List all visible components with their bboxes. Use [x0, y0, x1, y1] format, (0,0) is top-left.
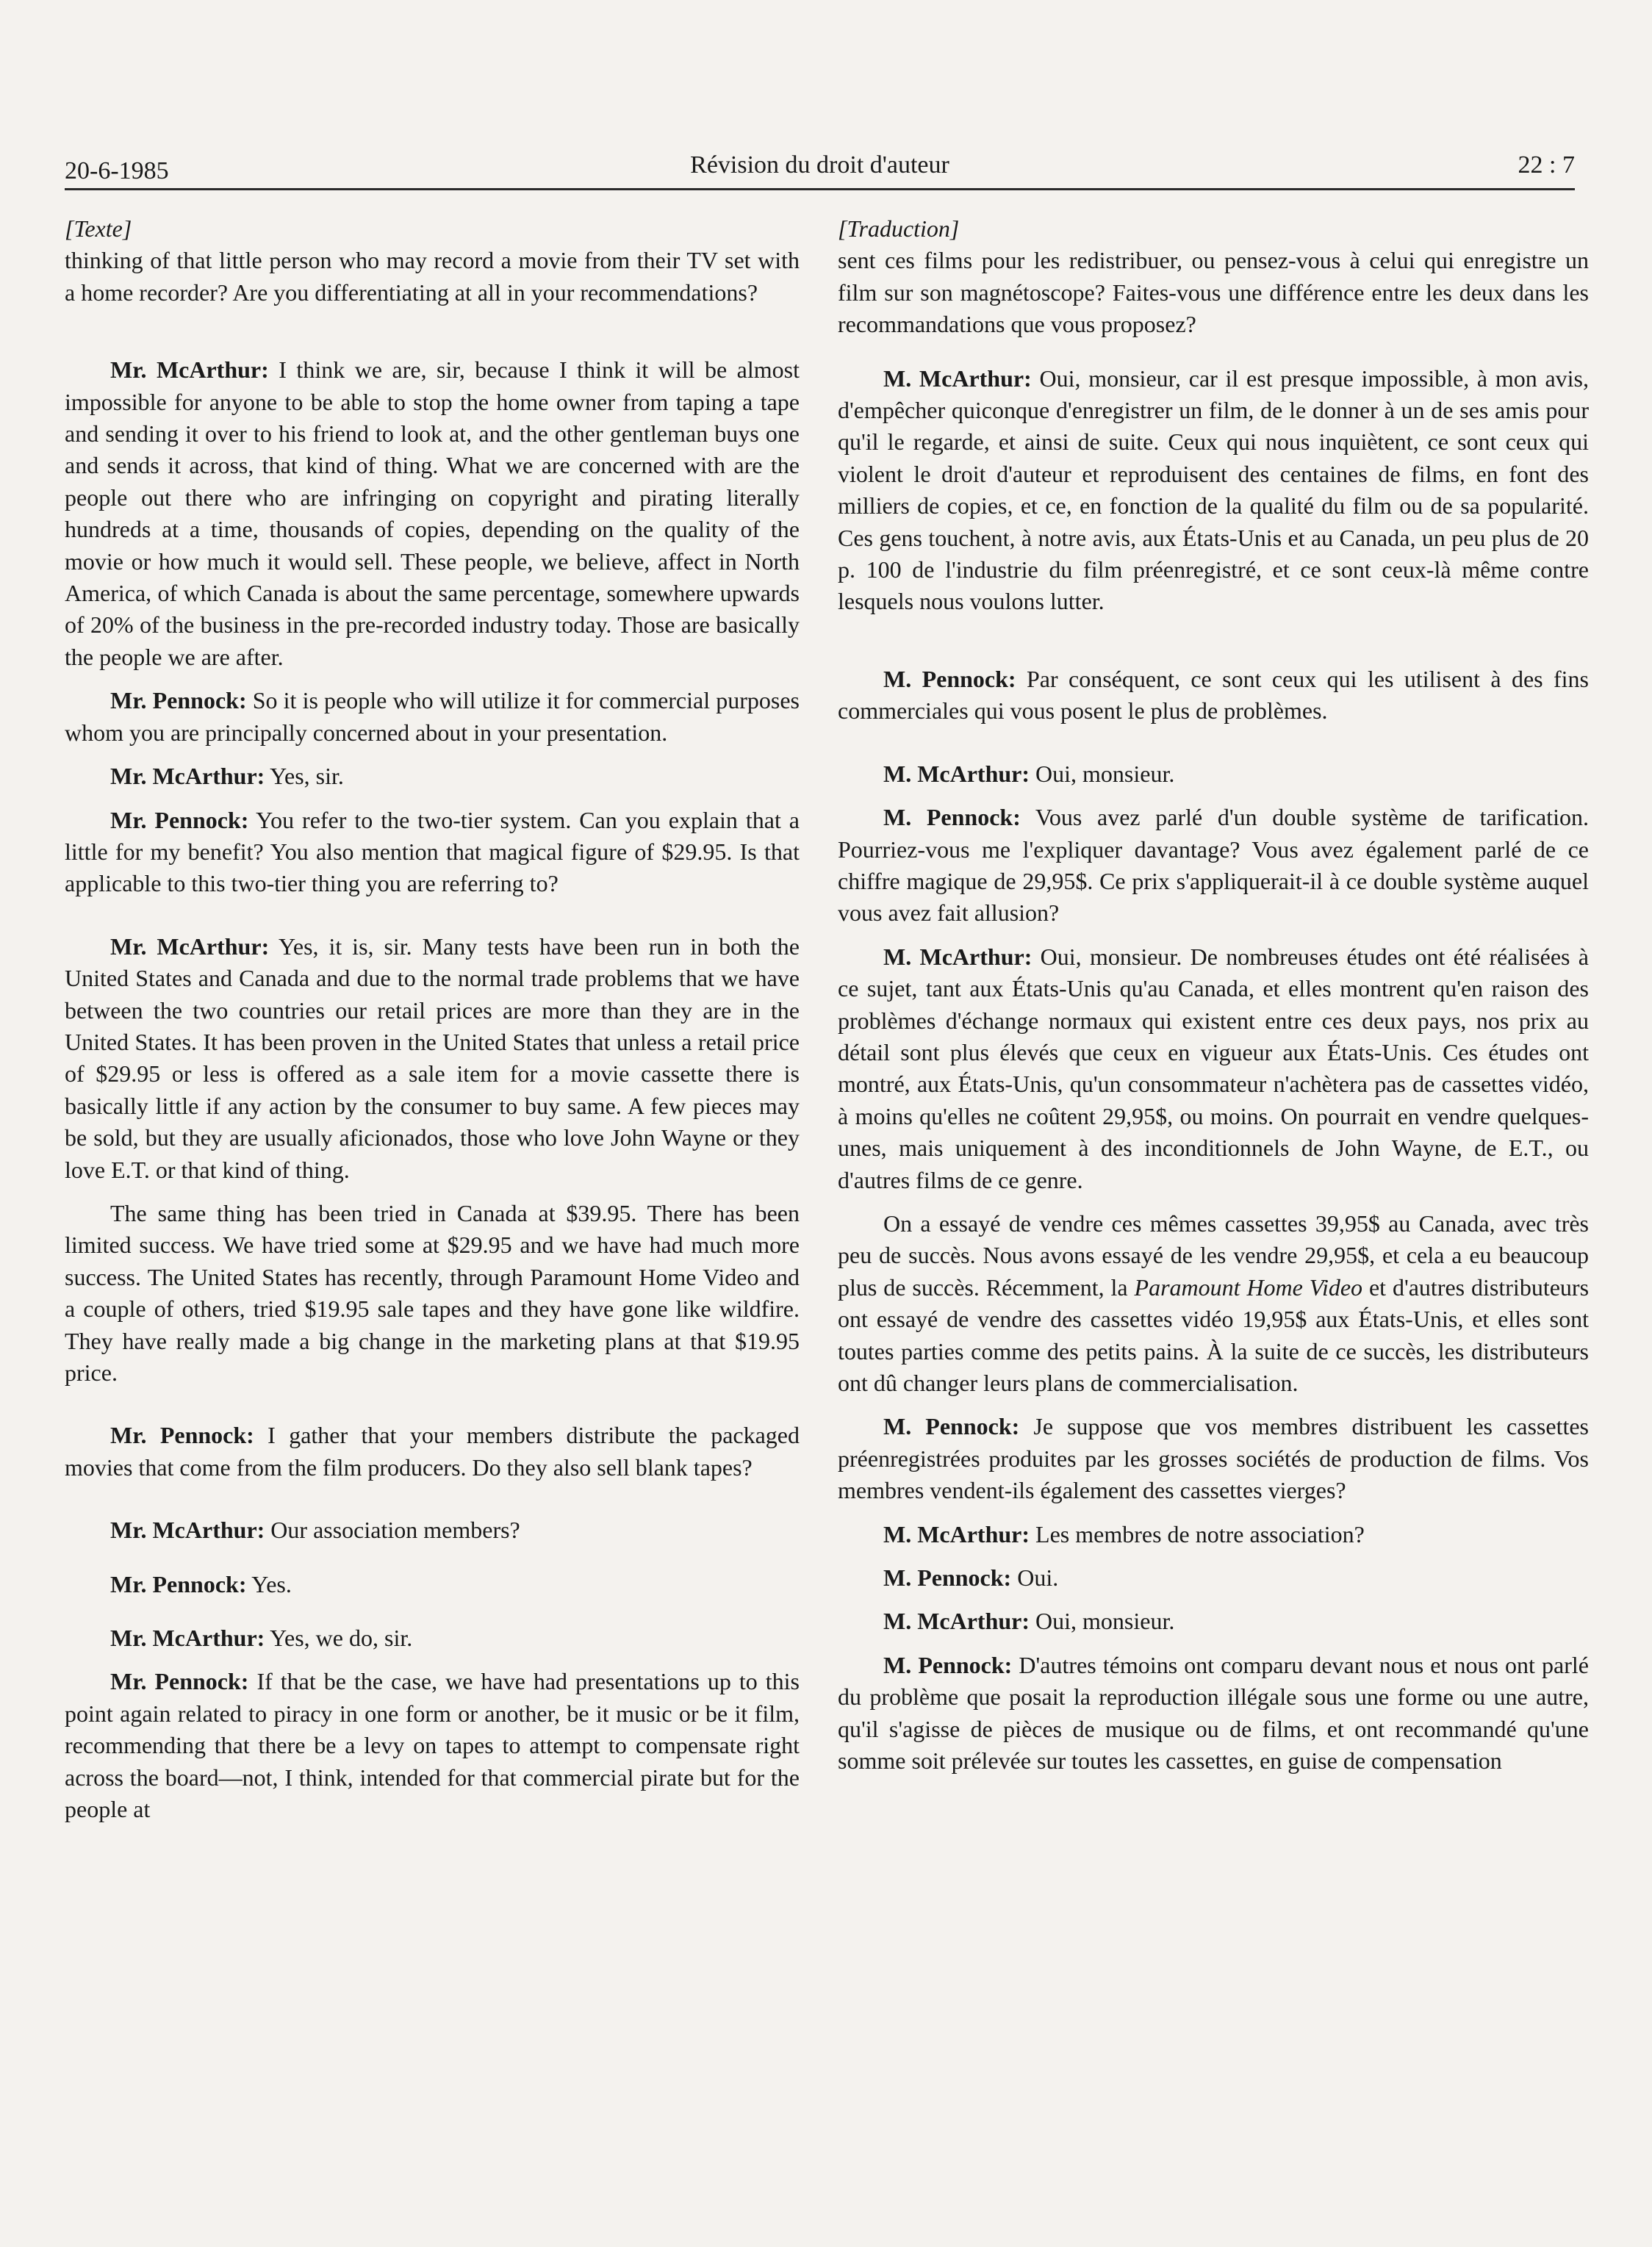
column-label: [Traduction]: [838, 215, 960, 242]
paragraph: Mr. McArthur: I think we are, sir, because I think it will be almost impossible for anyone to be able to stop the home owner from taping a tape and sending it over to his friend to look at, and the other gentleman buys one and sends it across, that kind of thing. What we are concerned with are the people out there who are infringing on copyright and pirating literally hundreds at a time, thousands of copies, depending on the quality of the movie or how much it would sell. These people, we believe, affect in North America, of which Canada is about the same percentage, somewhere upwards of 20% of the business in the pre-recorded industry today. Those are basically the people we are after.: [65, 356, 800, 670]
speaker-name: Mr. McArthur:: [110, 763, 265, 790]
speaker-name: Mr. Pennock:: [110, 1422, 254, 1449]
speaker-name: M. Pennock:: [883, 804, 1021, 831]
speaker-name: Mr. McArthur:: [110, 1517, 265, 1544]
paragraph: Mr. McArthur: Yes, it is, sir. Many tests have been run in both the United States and Canada and due to the normal trade problems that we have between the two countries our retail prices are more than they are in the United States. It has been proven in the United States that unless a retail price of $29.95 or less is offered as a sale item for a movie cassette there is basically little if any action by the consumer to buy same. A few pieces may be sold, but they are usually aficionados, those who love John Wayne or they love E.T. or that kind of thing.: [65, 932, 800, 1183]
speaker-name: Mr. McArthur:: [110, 932, 270, 960]
speaker-name: M. McArthur:: [883, 943, 1032, 970]
speaker-name: M. Pennock:: [883, 1651, 1013, 1678]
paragraph: Mr. Pennock: So it is people who will utilize it for commercial purposes whom you are principally concerned about in your presentation.: [65, 687, 800, 746]
speaker-name: Mr. McArthur:: [110, 1625, 265, 1652]
speaker-name: M. McArthur:: [883, 1608, 1030, 1635]
speaker-name: M. McArthur:: [883, 1520, 1030, 1547]
paragraph: M. Pennock: Je suppose que vos membres distribuent les cassettes préenregistrées produites par les grosses sociétés de production de films. Vos membres vendent-ils également des cassettes vierges?: [838, 1413, 1589, 1504]
speaker-name: M. McArthur:: [883, 364, 1032, 392]
header-page-number: 22 : 7: [1518, 151, 1575, 179]
paragraph: thinking of that little person who may record a movie from their TV set with a home recorder? Are you differentiating at all in your recommendations?: [65, 247, 800, 306]
speaker-name: M. Pennock:: [883, 1564, 1012, 1592]
speaker-name: Mr. Pennock:: [110, 806, 249, 833]
paragraph: M. Pennock: Vous avez parlé d'un double système de tarification. Pourriez-vous me l'expliquer davantage? Vous avez également parlé de ce chiffre magique de 29,95$. Ce prix s'appliquerait-il à ce double système auquel vous avez fait allusion?: [838, 804, 1590, 927]
paragraph: M. McArthur: Oui, monsieur.: [883, 1608, 1175, 1635]
paragraph: Mr. Pennock: You refer to the two-tier system. Can you explain that a little for my benefit? You also mention that magical figure of $29.95. Is that applicable to this two-tier thing you are referring to?: [65, 806, 800, 897]
paragraph: M. Pennock: D'autres témoins ont comparu devant nous et nous ont parlé du problème que posait la reproduction illégale sous une forme ou une autre, qu'il s'agisse de pièces de musique ou de films, et ont recommandé qu'une somme soit prélevée sur toutes les cassettes, en guise de compensation: [838, 1651, 1589, 1775]
paragraph: The same thing has been tried in Canada at $39.95. There has been limited success. We have tried some at $29.95 and we have had much more success. The United States has recently, through Paramount Home Video and a couple of others, tried $19.95 sale tapes and they have gone like wildfire. They have really made a big change in the marketing plans at that $19.95 price.: [65, 1199, 800, 1386]
column-label: [Texte]: [65, 215, 132, 242]
paragraph: Mr. McArthur: Yes, we do, sir.: [110, 1625, 413, 1652]
paragraph: M. McArthur: Les membres de notre association?: [883, 1520, 1365, 1547]
page-header: [65, 147, 1575, 190]
speaker-name: M. Pennock:: [883, 665, 1016, 692]
right-column: [838, 213, 1589, 1777]
emphasized-title: Paramount Home Video: [1134, 1273, 1363, 1301]
speaker-name: M. McArthur:: [883, 760, 1030, 787]
paragraph: Mr. Pennock: I gather that your members distribute the packaged movies that come from the film producers. Do they also sell blank tapes?: [65, 1422, 800, 1481]
paragraph: On a essayé de vendre ces mêmes cassettes 39,95$ au Canada, avec très peu de succès. Nous avons essayé de les vendre 29,95$, et cela a eu beaucoup plus de succès. Récemment, la Paramount Home Video et d'autres distributeurs ont essayé de vendre des cassettes vidéo 19,95$ aux États-Unis, et elles sont toutes parties comme des petits pains. À la suite de ce succès, les distributeurs ont dû changer leurs plans de commercialisation.: [838, 1209, 1590, 1396]
speaker-name: Mr. Pennock:: [110, 1668, 249, 1695]
paragraph: M. Pennock: Par conséquent, ce sont ceux qui les utilisent à des fins commerciales qui vous posent le plus de problèmes.: [838, 665, 1590, 725]
speaker-name: Mr. Pennock:: [110, 1570, 247, 1597]
paragraph: M. McArthur: Oui, monsieur, car il est presque impossible, à mon avis, d'empêcher quiconque d'enregistrer un film, de le donner à un de ses amis pour qu'il le regarde, et ainsi de suite. Ceux qui nous inquiètent, ce sont ceux qui violent le droit d'auteur et reproduisent des centaines de films, en font des milliers de copies, et ce, en fonction de la qualité du film ou de sa popularité. Ces gens touchent, à notre avis, aux États-Unis et au Canada, un peu plus de 20 p. 100 de l'industrie du film préenregistré, et ce sont ceux-là même contre lesquels nous voulons lutter.: [838, 364, 1590, 615]
speaker-name: M. Pennock:: [883, 1413, 1020, 1440]
paragraph: Mr. Pennock: Yes.: [110, 1570, 292, 1597]
speaker-name: Mr. McArthur:: [110, 356, 269, 384]
paragraph: Mr. McArthur: Our association members?: [110, 1517, 520, 1544]
header-title: Révision du droit d'auteur: [690, 151, 949, 179]
speaker-name: Mr. Pennock:: [110, 687, 247, 714]
header-date: 20-6-1985: [65, 157, 169, 184]
paragraph: Mr. Pennock: If that be the case, we have had presentations up to this point again related to piracy in one form or another, be it music or be it film, recommending that there be a levy on tapes to attempt to compensate right across the board—not, I think, intended for that commercial pirate but for the people at: [65, 1668, 800, 1823]
paragraph: sent ces films pour les redistribuer, ou pensez-vous à celui qui enregistre un film sur son magnétoscope? Faites-vous une différence entre les deux dans les recommandations que vous proposez?: [838, 247, 1589, 338]
left-column: [65, 213, 800, 1825]
paragraph: M. McArthur: Oui, monsieur.: [883, 760, 1175, 787]
paragraph: Mr. McArthur: Yes, sir.: [110, 763, 344, 790]
paragraph: M. Pennock: Oui.: [883, 1564, 1059, 1592]
paragraph: M. McArthur: Oui, monsieur. De nombreuses études ont été réalisées à ce sujet, tant aux États-Unis qu'au Canada, et elles montrent qu'en raison des problèmes d'échange normaux qui existent entre ces deux pays, nos prix au détail sont plus élevés que ceux en vigueur aux États-Unis. Ces études ont montré, aux États-Unis, qu'un consommateur n'achètera pas de cassettes vidéo, à moins qu'elles ne coûtent 29,95$, ou moins. On pourrait en vendre quelques-unes, mais uniquement à des inconditionnels de John Wayne, de E.T., ou d'autres films de ce genre.: [838, 943, 1590, 1193]
